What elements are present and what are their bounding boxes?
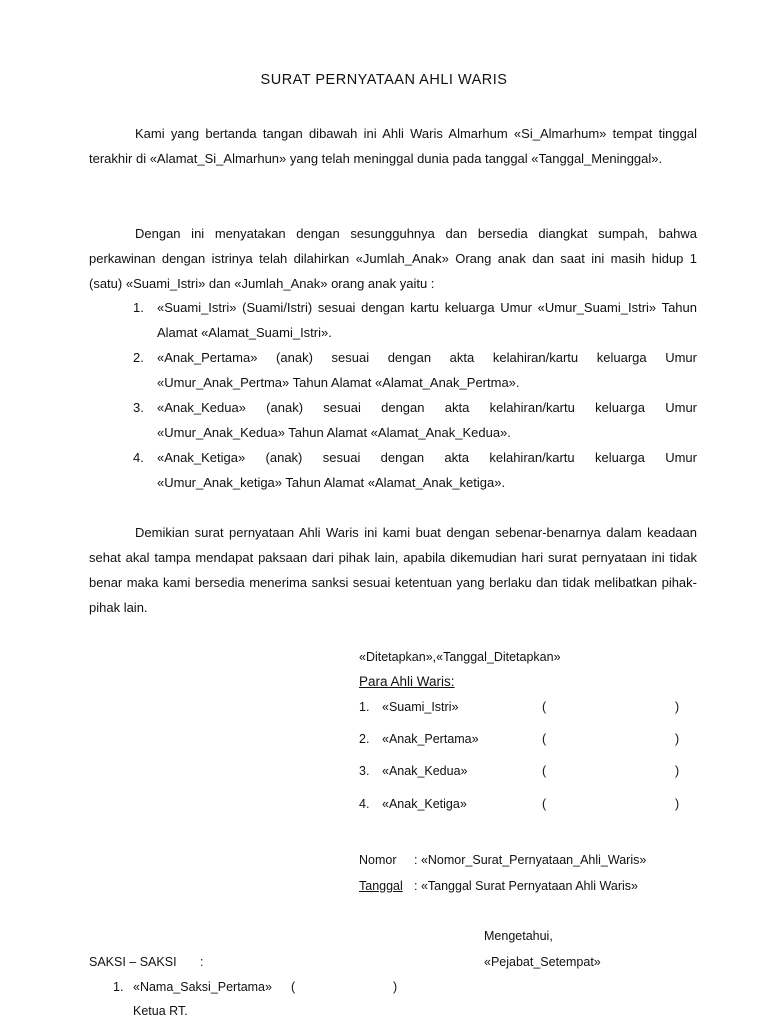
intro-text: Kami yang bertanda tangan dibawah ini Ahli Waris Almarhum «Si_Almarhum» tempat tinggal terakhir di «Alamat_Si_Almarhun» yang telah meninggal dunia pada tanggal «Tanggal_Meninggal». [89, 126, 697, 166]
witness-paren-open: ( [291, 980, 296, 994]
intro-paragraph [89, 121, 697, 171]
heir-signature-row: 2. «Anak_Pertama» ( ) [359, 732, 680, 746]
list-item: 1. «Suami_Istri» (Suami/Istri) sesuai dengan kartu keluarga Umur «Umur_Suami_Istri» Tahun Alamat «Alamat_Suami_Istri». [133, 300, 697, 340]
witness-name: «Nama_Saksi_Pertama» [133, 980, 272, 994]
witness-role: Ketua RT. [133, 1004, 188, 1018]
list-item: 2. «Anak_Pertama» (anak) sesuai dengan akta kelahiran/kartu keluarga Umur «Umur_Anak_Pertma» Tahun Alamat «Alamat_Anak_Pertma». [133, 350, 697, 390]
statement-text: Dengan ini menyatakan dengan sesungguhnya dan bersedia diangkat sumpah, bahwa perkawinan dengan istrinya telah dilahirkan «Jumlah_Anak» Orang anak dan saat ini masih hidup 1 (satu) «Suami_Istri» dan «Jumlah_Anak» orang anak yaitu : [89, 226, 697, 291]
list-item: 3. «Anak_Kedua» (anak) sesuai dengan akta kelahiran/kartu keluarga Umur «Umur_Anak_Kedua» Tahun Alamat «Alamat_Anak_Kedua». [133, 400, 697, 440]
official-name: «Pejabat_Setempat» [484, 955, 601, 969]
witness-number: 1. [113, 980, 124, 994]
nomor-value: : «Nomor_Surat_Pernyataan_Ahli_Waris» [414, 853, 647, 867]
witnesses-colon: : [200, 955, 204, 969]
place-date: «Ditetapkan»,«Tanggal_Ditetapkan» [359, 650, 561, 664]
list-item: 4. «Anak_Ketiga» (anak) sesuai dengan akta kelahiran/kartu keluarga Umur «Umur_Anak_ketiga» Tahun Alamat «Alamat_Anak_ketiga». [133, 450, 697, 490]
heir-signature-row: 1. «Suami_Istri» ( ) [359, 700, 680, 714]
closing-text: Demikian surat pernyataan Ahli Waris ini kami buat dengan sebenar-benarnya dalam keadaan sehat akal tampa mendapat paksaan dari pihak lain, apabila dikemudian hari surat pernyataan ini tidak benar maka kami bersedia menerima sanksi sesuai ketentuan yang berlaku dan tidak melibatkan pihak-pihak lain. [89, 525, 697, 615]
tanggal-line [359, 879, 677, 893]
statement-paragraph [89, 221, 697, 296]
acknowledge-label: Mengetahui, [484, 929, 553, 943]
document-title: SURAT PERNYATAAN AHLI WARIS [260, 72, 508, 88]
heir-signature-row: 3. «Anak_Kedua» ( ) [359, 764, 680, 778]
heirs-list [89, 295, 697, 495]
witnesses-heading: SAKSI – SAKSI [89, 955, 177, 969]
heirs-heading: Para Ahli Waris: [359, 674, 455, 689]
closing-paragraph [89, 520, 697, 620]
tanggal-label: Tanggal [359, 879, 403, 893]
tanggal-value: : «Tanggal Surat Pernyataan Ahli Waris» [414, 879, 638, 893]
nomor-label: Nomor [359, 853, 397, 867]
heir-signature-row: 4. «Anak_Ketiga» ( ) [359, 797, 680, 811]
witness-paren-close: ) [393, 980, 398, 994]
